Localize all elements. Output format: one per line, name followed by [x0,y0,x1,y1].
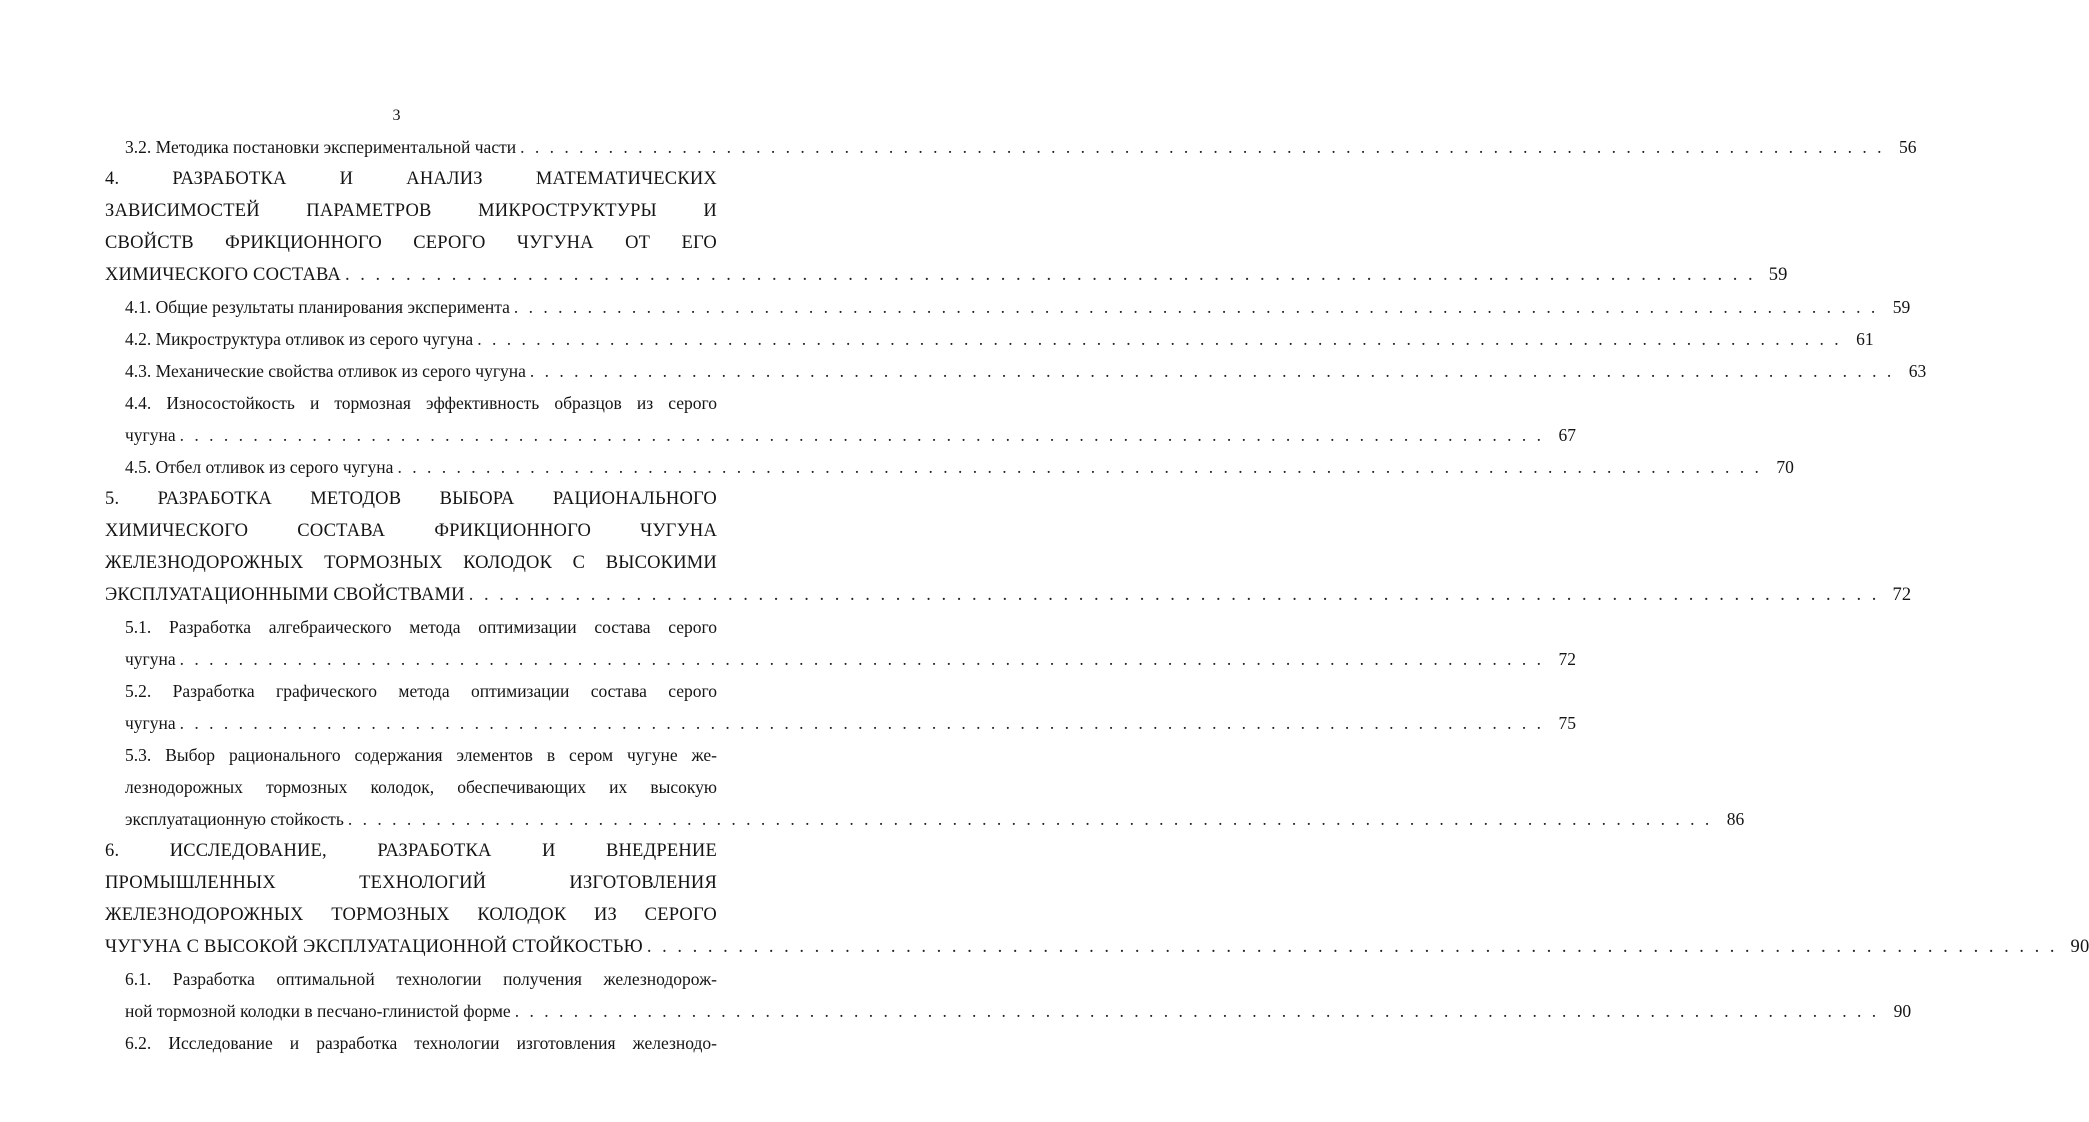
toc-entry-page: 70 [1776,457,1794,477]
page-number: 3 [392,107,401,124]
dot-leader: . . . . . . . . . . . . . . . . . . . . . . . . . . . . . . . . . . . . . . . . . . . . . . . . . . . . . . . . . . . . . . . . . . . . . . . . . . . . . . . . . . . . . . . . . . . . . [345,265,1756,285]
toc-entry-page: 90 [2070,937,2089,957]
toc-entry-text: 4.5. Отбел отливок из серого чугуна [125,457,394,477]
toc-heading-5-line[interactable]: 5. РАЗРАБОТКА МЕТОДОВ ВЫБОРА РАЦИОНАЛЬНОГО [105,489,717,509]
dot-leader: . . . . . . . . . . . . . . . . . . . . . . . . . . . . . . . . . . . . . . . . . . . . . . . . . . . . . . . . . . . . . . . . . . . . . . . . . . . . . . . . . . . . . . . . . . . . . [514,1001,1880,1021]
toc-entry-text: 4.1. Общие результаты планирования эксперимента [125,297,510,317]
toc-heading-5-last[interactable] [105,579,1912,611]
toc-entry-page: 59 [1892,297,1911,317]
toc-entry-6-1-last[interactable] [105,995,1912,1027]
toc-entry-page: 61 [1856,329,1874,349]
toc-entry-5-3-line[interactable]: 5.3. Выбор рационального содержания элементов в сером чугуне же- [125,745,717,765]
dot-leader: . . . . . . . . . . . . . . . . . . . . . . . . . . . . . . . . . . . . . . . . . . . . . . . . . . . . . . . . . . . . . . . . . . . . . . . . . . . . . . . . . . . . . . . . . . . . . [477,329,1842,349]
toc-entry-text: 4.2. Микроструктура отливок из серого чугуна [125,329,474,349]
dot-leader: . . . . . . . . . . . . . . . . . . . . . . . . . . . . . . . . . . . . . . . . . . . . . . . . . . . . . . . . . . . . . . . . . . . . . . . . . . . . . . . . . . . . . . . . . . . . . [529,361,1895,381]
toc-entry-page: 72 [1558,649,1576,669]
toc-heading-5-line[interactable]: ЖЕЛЕЗНОДОРОЖНЫХ ТОРМОЗНЫХ КОЛОДОК С ВЫСОКИМИ [105,553,717,573]
toc-heading-6-line[interactable]: ЖЕЛЕЗНОДОРОЖНЫХ ТОРМОЗНЫХ КОЛОДОК ИЗ СЕРОГО [105,905,717,925]
toc-entry-text: ХИМИЧЕСКОГО СОСТАВА [105,265,341,285]
toc-entry-page: 56 [1898,137,1917,157]
toc-entry-4-4-line[interactable]: 4.4. Износостойкость и тормозная эффективность образцов из серого [125,393,717,413]
toc-entry-5-2-line[interactable]: 5.2. Разработка графического метода оптимизации состава серого [125,681,717,701]
toc-entry-4-4-last[interactable] [105,419,1576,451]
toc-entry-text: эксплуатационную стойкость [125,809,344,829]
toc-entry-5-3-line[interactable]: лезнодорожных тормозных колодок, обеспечивающих их высокую [125,777,717,797]
toc-entry-text: ЭКСПЛУАТАЦИОННЫМИ СВОЙСТВАМИ [105,585,465,605]
toc-entry-page: 72 [1892,585,1912,605]
toc-entry-text: чугуна [125,713,176,733]
toc-heading-4-line[interactable]: СВОЙСТВ ФРИКЦИОННОГО СЕРОГО ЧУГУНА ОТ ЕГО [105,233,717,253]
dot-leader: . . . . . . . . . . . . . . . . . . . . . . . . . . . . . . . . . . . . . . . . . . . . . . . . . . . . . . . . . . . . . . . . . . . . . . . . . . . . . . . . . . . . . . . . . . . . . [179,425,1544,445]
toc-heading-4-line[interactable]: ЗАВИСИМОСТЕЙ ПАРАМЕТРОВ МИКРОСТРУКТУРЫ И [105,201,717,221]
toc-entry-text: чугуна [125,425,176,445]
toc-entry-page: 75 [1558,713,1576,733]
toc-entry-5-1-line[interactable]: 5.1. Разработка алгебраического метода оптимизации состава серого [125,617,717,637]
dot-leader: . . . . . . . . . . . . . . . . . . . . . . . . . . . . . . . . . . . . . . . . . . . . . . . . . . . . . . . . . . . . . . . . . . . . . . . . . . . . . . . . . . . . . . . . . . . . . [520,137,1885,157]
toc-entry-text: ной тормозной колодки в песчано-глинистой форме [125,1001,511,1021]
toc-heading-4-line[interactable]: 4. РАЗРАБОТКА И АНАЛИЗ МАТЕМАТИЧЕСКИХ [105,169,717,189]
toc-entry-text: 4.3. Механические свойства отливок из серого чугуна [125,361,526,381]
toc-entry-page: 86 [1726,809,1745,829]
toc-heading-4-last[interactable] [105,259,1788,291]
toc-entry-4-2[interactable] [105,323,1874,355]
toc-entry-6-2-line[interactable]: 6.2. Исследование и разработка технологии изготовления железнодо- [125,1033,717,1053]
toc-entry-text: 3.2. Методика постановки экспериментальной части [125,137,517,157]
toc-entry-text: ЧУГУНА С ВЫСОКОЙ ЭКСПЛУАТАЦИОННОЙ СТОЙКОСТЬЮ [105,937,643,957]
toc-heading-5-line[interactable]: ХИМИЧЕСКОГО СОСТАВА ФРИКЦИОННОГО ЧУГУНА [105,521,717,541]
toc-entry-5-1-last[interactable] [105,643,1576,675]
toc-entry-page: 63 [1908,361,1927,381]
dot-leader: . . . . . . . . . . . . . . . . . . . . . . . . . . . . . . . . . . . . . . . . . . . . . . . . . . . . . . . . . . . . . . . . . . . . . . . . . . . . . . . . . . . . . . . . . . . . . [179,713,1544,733]
toc-entry-page: 90 [1893,1001,1912,1021]
dot-leader: . . . . . . . . . . . . . . . . . . . . . . . . . . . . . . . . . . . . . . . . . . . . . . . . . . . . . . . . . . . . . . . . . . . . . . . . . . . . . . . . . . . . . . . . . . . . . [513,297,1879,317]
toc-entry-page: 59 [1768,265,1788,285]
table-of-contents [105,131,2089,1059]
dot-leader: . . . . . . . . . . . . . . . . . . . . . . . . . . . . . . . . . . . . . . . . . . . . . . . . . . . . . . . . . . . . . . . . . . . . . . . . . . . . . . . . . . . . . . . . . . . . . [468,585,1880,605]
toc-entry-text: чугуна [125,649,176,669]
dot-leader: . . . . . . . . . . . . . . . . . . . . . . . . . . . . . . . . . . . . . . . . . . . . . . . . . . . . . . . . . . . . . . . . . . . . . . . . . . . . . . . . . . . . . . . . . . . . . [347,809,1713,829]
toc-entry-4-5[interactable] [105,451,1794,483]
toc-entry-5-2-last[interactable] [105,707,1576,739]
toc-entry-4-1[interactable] [105,291,1911,323]
toc-heading-6-last[interactable] [105,931,2089,963]
toc-heading-6-line[interactable]: 6. ИССЛЕДОВАНИЕ, РАЗРАБОТКА И ВНЕДРЕНИЕ [105,841,717,861]
toc-entry-page: 67 [1558,425,1576,445]
toc-entry-3-2[interactable] [105,131,1917,163]
dot-leader: . . . . . . . . . . . . . . . . . . . . . . . . . . . . . . . . . . . . . . . . . . . . . . . . . . . . . . . . . . . . . . . . . . . . . . . . . . . . . . . . . . . . . . . . . . . . . [179,649,1544,669]
dot-leader: . . . . . . . . . . . . . . . . . . . . . . . . . . . . . . . . . . . . . . . . . . . . . . . . . . . . . . . . . . . . . . . . . . . . . . . . . . . . . . . . . . . . . . . . . . . . . [397,457,1762,477]
toc-entry-4-3[interactable] [105,355,1927,387]
toc-entry-5-3-last[interactable] [105,803,1745,835]
toc-entry-6-1-line[interactable]: 6.1. Разработка оптимальной технологии получения железнодорож- [125,969,717,989]
toc-heading-6-line[interactable]: ПРОМЫШЛЕННЫХ ТЕХНОЛОГИЙ ИЗГОТОВЛЕНИЯ [105,873,717,893]
dot-leader: . . . . . . . . . . . . . . . . . . . . . . . . . . . . . . . . . . . . . . . . . . . . . . . . . . . . . . . . . . . . . . . . . . . . . . . . . . . . . . . . . . . . . . . . . . . . . [646,937,2058,957]
